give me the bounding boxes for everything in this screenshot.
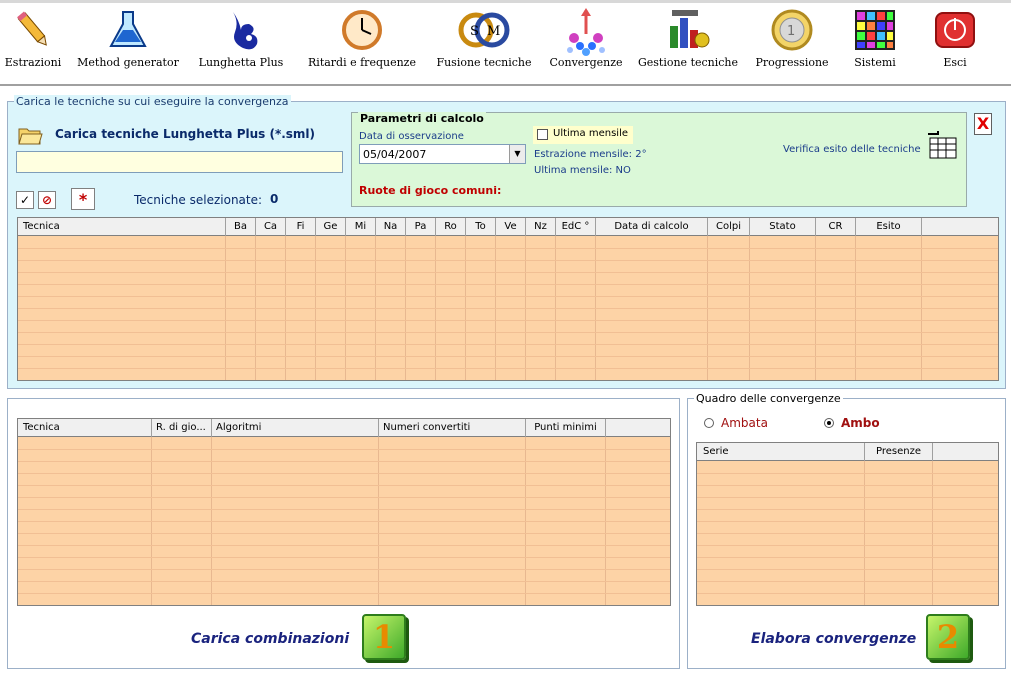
grid-row-line bbox=[18, 260, 998, 261]
svg-text:S: S bbox=[470, 24, 479, 39]
column-header[interactable]: CR bbox=[816, 218, 856, 236]
grid-row-line bbox=[18, 308, 998, 309]
convergence-table-header bbox=[697, 443, 998, 461]
grid-row-line bbox=[697, 581, 998, 582]
column-header[interactable]: Ro bbox=[436, 218, 466, 236]
column-header[interactable]: Ba bbox=[226, 218, 256, 236]
grid-row-line bbox=[18, 332, 998, 333]
grid-row-line bbox=[18, 473, 670, 474]
toolbar-label: Fusione tecniche bbox=[436, 56, 532, 69]
toolbar-label: Sistemi bbox=[854, 56, 896, 69]
grid-row-line bbox=[18, 320, 998, 321]
params-title: Parametri di calcolo bbox=[360, 112, 484, 125]
deselect-all-button[interactable] bbox=[38, 191, 56, 209]
grid-row-line bbox=[18, 557, 670, 558]
verify-techniques-label: Verifica esito delle tecniche bbox=[783, 144, 921, 155]
toolbar-label: Ritardi e frequenze bbox=[308, 56, 416, 69]
techniques-panel-legend: Carica le tecniche su cui eseguire la convergenza bbox=[16, 95, 289, 108]
radio-ambata[interactable] bbox=[704, 417, 784, 431]
asterisk-icon: * bbox=[78, 190, 88, 209]
column-header[interactable]: Ca bbox=[256, 218, 286, 236]
grid-row-line bbox=[18, 356, 998, 357]
toolbar-item-esci[interactable] bbox=[930, 6, 980, 69]
grid-row-line bbox=[697, 593, 998, 594]
toolbar-item-sistemi[interactable] bbox=[848, 6, 902, 69]
svg-text:M: M bbox=[487, 24, 501, 39]
grid-row-line bbox=[697, 485, 998, 486]
toolbar-item-estrazioni[interactable] bbox=[4, 6, 62, 69]
observation-date-select[interactable] bbox=[359, 144, 526, 164]
column-header[interactable]: EdC ° bbox=[556, 218, 596, 236]
asterisk-button[interactable] bbox=[71, 188, 95, 210]
column-header[interactable]: Mi bbox=[346, 218, 376, 236]
column-header[interactable]: Stato bbox=[750, 218, 816, 236]
column-header[interactable]: Punti minimi bbox=[526, 419, 606, 437]
lucky-hand-icon bbox=[219, 8, 263, 52]
grid-row-line bbox=[18, 296, 998, 297]
grid-row-line bbox=[697, 521, 998, 522]
folder-open-icon[interactable] bbox=[18, 124, 44, 146]
toolbar-item-lunghetta-plus[interactable] bbox=[196, 6, 286, 69]
grid-row-line bbox=[18, 509, 670, 510]
svg-text:1: 1 bbox=[787, 24, 796, 39]
toolbar-item-fusione-tecniche[interactable] bbox=[434, 6, 534, 69]
estrazione-mensile-text: Estrazione mensile: 2° bbox=[534, 149, 647, 160]
observation-date-label: Data di osservazione bbox=[359, 131, 464, 142]
process-convergence-label[interactable]: Elabora convergenze bbox=[751, 631, 917, 647]
grid-icon bbox=[853, 8, 897, 52]
column-header[interactable]: Serie bbox=[697, 443, 865, 461]
grid-row-line bbox=[697, 473, 998, 474]
grid-row-line bbox=[18, 593, 670, 594]
toolbar-label: Gestione tecniche bbox=[637, 56, 739, 69]
grid-row-line bbox=[697, 557, 998, 558]
observation-date-value: 05/04/2007 bbox=[363, 148, 427, 161]
grid-row-line bbox=[18, 533, 670, 534]
toolbar-label: Estrazioni bbox=[4, 56, 62, 69]
number-one-icon: 1 bbox=[372, 618, 396, 656]
toolbar-label: Method generator bbox=[77, 56, 179, 69]
tools-icon bbox=[666, 8, 710, 52]
select-all-button[interactable] bbox=[16, 191, 34, 209]
column-header[interactable]: Fi bbox=[286, 218, 316, 236]
cancel-icon: ⊘ bbox=[41, 193, 53, 207]
column-header[interactable]: Algoritmi bbox=[212, 419, 379, 437]
toolbar-label: Progressione bbox=[755, 56, 829, 69]
grid-row-line bbox=[697, 497, 998, 498]
radio-circle-icon bbox=[704, 418, 714, 428]
radio-selected-icon bbox=[824, 418, 834, 428]
process-convergence-button[interactable] bbox=[926, 614, 970, 660]
ultima-mensile-checkbox[interactable] bbox=[537, 129, 548, 140]
toolbar-item-ritardi-frequenze[interactable] bbox=[306, 6, 418, 69]
rings-icon bbox=[456, 8, 512, 52]
column-header[interactable]: Nz bbox=[526, 218, 556, 236]
toolbar-top-border bbox=[0, 0, 1011, 3]
column-header[interactable]: Na bbox=[376, 218, 406, 236]
column-header[interactable]: Ve bbox=[496, 218, 526, 236]
grid-row-line bbox=[697, 545, 998, 546]
coin-icon bbox=[770, 8, 814, 52]
grid-row-line bbox=[18, 461, 670, 462]
column-header[interactable]: Tecnica bbox=[18, 419, 152, 437]
main-toolbar bbox=[0, 0, 1011, 86]
check-icon: ✓ bbox=[19, 193, 31, 207]
toolbar-item-progressione[interactable] bbox=[754, 6, 830, 69]
radio-ambo[interactable] bbox=[824, 417, 894, 431]
flask-icon bbox=[106, 8, 150, 52]
calculation-parameters bbox=[351, 112, 967, 207]
toolbar-item-gestione-tecniche[interactable] bbox=[636, 6, 740, 69]
grid-row-line bbox=[18, 344, 998, 345]
selected-techniques-label: Tecniche selezionate: bbox=[134, 193, 263, 207]
grid-row-line bbox=[697, 569, 998, 570]
techniques-table-header bbox=[18, 218, 998, 236]
radio-ambata-label: Ambata bbox=[721, 416, 768, 430]
grid-row-line bbox=[697, 509, 998, 510]
column-header[interactable]: To bbox=[466, 218, 496, 236]
column-header[interactable]: Numeri convertiti bbox=[379, 419, 526, 437]
techniques-table[interactable] bbox=[17, 217, 999, 381]
toolbar-item-convergenze[interactable] bbox=[546, 6, 626, 69]
common-wheels-label: Ruote di gioco comuni: bbox=[359, 184, 502, 197]
convergence-table[interactable] bbox=[696, 442, 999, 606]
ultima-mensile-checkbox-row[interactable] bbox=[533, 126, 633, 144]
power-icon bbox=[933, 8, 977, 52]
grid-row-line bbox=[18, 485, 670, 486]
grid-row-line bbox=[18, 449, 670, 450]
file-path-input[interactable] bbox=[16, 151, 343, 173]
close-icon[interactable]: X bbox=[974, 113, 992, 135]
toolbar-item-method-generator[interactable] bbox=[76, 6, 180, 69]
selected-techniques-count: 0 bbox=[270, 192, 279, 206]
load-combinations-label[interactable]: Carica combinazioni bbox=[191, 631, 350, 647]
column-header[interactable]: Presenze bbox=[865, 443, 933, 461]
grid-row-line bbox=[18, 248, 998, 249]
grid-row-line bbox=[18, 581, 670, 582]
load-techniques-label: Carica tecniche Lunghetta Plus (*.sml) bbox=[55, 127, 316, 141]
grid-row-line bbox=[18, 569, 670, 570]
ultima-mensile-text: Ultima mensile: NO bbox=[534, 165, 631, 176]
clock-icon bbox=[340, 8, 384, 52]
grid-row-line bbox=[18, 545, 670, 546]
toolbar-label: Convergenze bbox=[549, 56, 623, 69]
number-two-icon: 2 bbox=[936, 618, 960, 656]
grid-row-line bbox=[697, 533, 998, 534]
grid-row-line bbox=[18, 284, 998, 285]
verify-report-icon[interactable] bbox=[926, 130, 958, 160]
toolbar-label: Lunghetta Plus bbox=[198, 56, 284, 69]
toolbar-label: Esci bbox=[943, 56, 967, 69]
load-combinations-button[interactable] bbox=[362, 614, 406, 660]
ultima-mensile-label: Ultima mensile bbox=[553, 128, 628, 139]
column-header[interactable]: Pa bbox=[406, 218, 436, 236]
grid-row-line bbox=[18, 521, 670, 522]
column-header[interactable]: R. di gio... bbox=[152, 419, 212, 437]
column-header[interactable]: Tecnica bbox=[18, 218, 226, 236]
grid-row-line bbox=[18, 272, 998, 273]
column-header[interactable]: Esito bbox=[856, 218, 922, 236]
pencil-icon bbox=[11, 8, 55, 52]
combinations-table-header bbox=[18, 419, 670, 437]
combinations-table[interactable] bbox=[17, 418, 671, 606]
grid-row-line bbox=[18, 497, 670, 498]
column-header[interactable]: Ge bbox=[316, 218, 346, 236]
convergence-panel-legend: Quadro delle convergenze bbox=[696, 392, 841, 405]
column-header[interactable]: Data di calcolo bbox=[596, 218, 708, 236]
grid-row-line bbox=[18, 368, 998, 369]
chevron-down-icon[interactable]: ▼ bbox=[509, 145, 525, 163]
column-header[interactable]: Colpi bbox=[708, 218, 750, 236]
radio-ambo-label: Ambo bbox=[841, 416, 880, 430]
convergence-icon bbox=[564, 8, 608, 52]
